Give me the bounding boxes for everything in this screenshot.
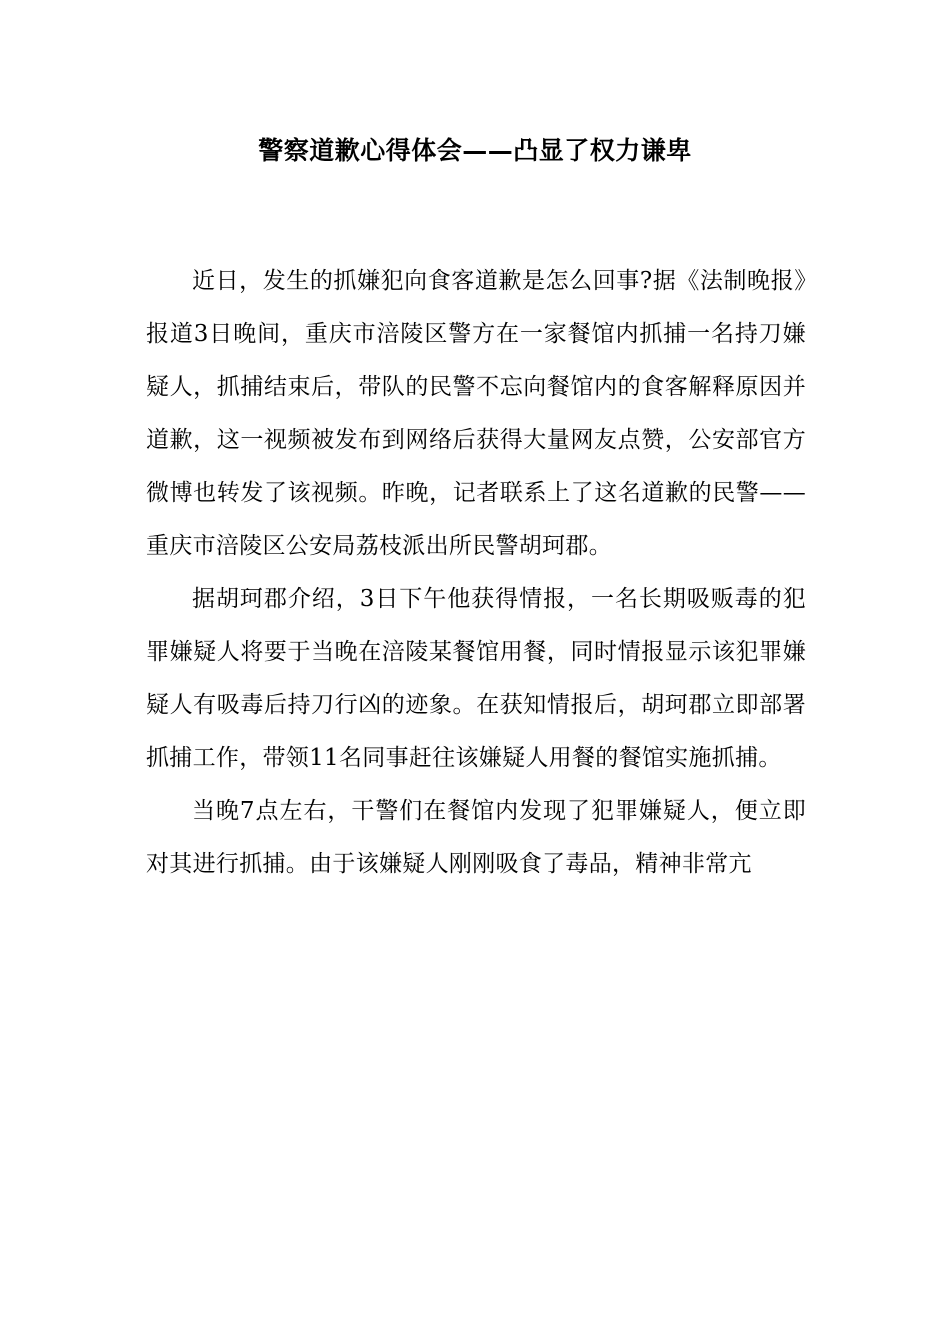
document-body bbox=[146, 255, 806, 891]
paragraph-3: 当晚7点左右，干警们在餐馆内发现了犯罪嫌疑人，便立即对其进行抓捕。由于该嫌疑人刚刚吸食了毒品，精神非常亢 bbox=[146, 798, 806, 877]
paragraph-1: 近日，发生的抓嫌犯向食客道歉是怎么回事?据《法制晚报》报道3日晚间，重庆市涪陵区警方在一家餐馆内抓捕一名持刀嫌疑人，抓捕结束后，带队的民警不忘向餐馆内的食客解释原因并道歉，这一视频被发布到网络后获得大量网友点赞，公安部官方微博也转发了该视频。昨晚，记者联系上了这名道歉的民警——重庆市涪陵区公安局荔枝派出所民警胡珂郡。 bbox=[146, 268, 806, 559]
paragraph-2: 据胡珂郡介绍，3日下午他获得情报，一名长期吸贩毒的犯罪嫌疑人将要于当晚在涪陵某餐馆用餐，同时情报显示该犯罪嫌疑人有吸毒后持刀行凶的迹象。在获知情报后，胡珂郡立即部署抓捕工作，带领11名同事赶往该嫌疑人用餐的餐馆实施抓捕。 bbox=[146, 586, 806, 771]
document-title: 警察道歉心得体会——凸显了权力谦卑 bbox=[258, 136, 692, 165]
